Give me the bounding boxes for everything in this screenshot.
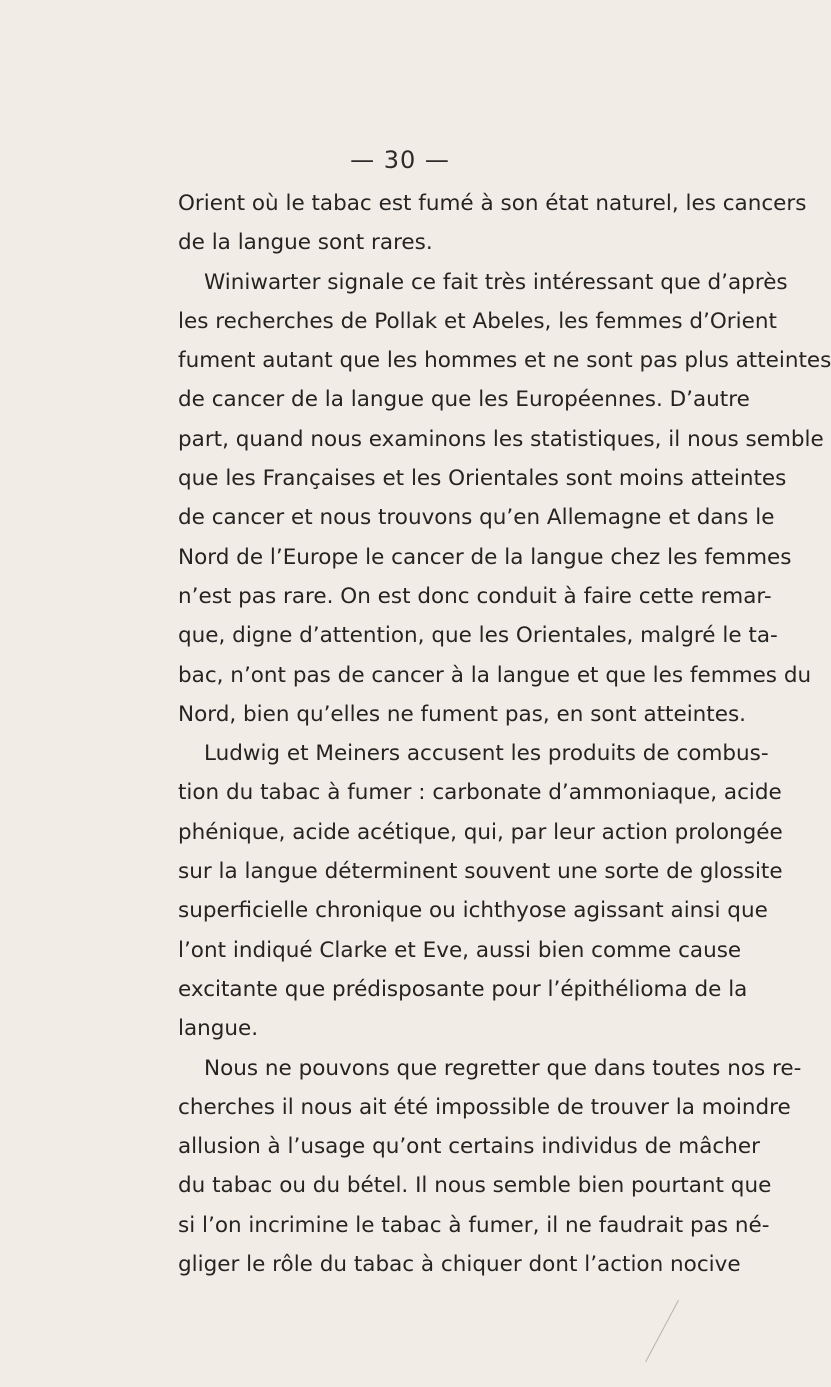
text-line: allusion à l’usage qu’ont certains individus de mâcher <box>178 1134 760 1160</box>
text-line: les recherches de Pollak et Abeles, les femmes d’Orient <box>178 308 777 334</box>
text-line: cherches il nous ait été impossible de trouver la moindre <box>178 1094 791 1120</box>
page-number: — 30 — <box>350 146 450 174</box>
text-line: que les Françaises et les Orientales sont moins atteintes <box>178 466 787 492</box>
text-line: bac, n’ont pas de cancer à la langue et que les femmes du <box>178 662 812 688</box>
text-line: Nous ne pouvons que regretter que dans toutes nos re- <box>204 1055 802 1081</box>
text-line: de cancer et nous trouvons qu’en Allemagne et dans le <box>178 505 775 531</box>
text-line: gliger le rôle du tabac à chiquer dont l’action nocive <box>178 1252 741 1278</box>
text-line: de cancer de la langue que les Européennes. D’autre <box>178 387 750 413</box>
text-line: du tabac ou du bétel. Il nous semble bien pourtant que <box>178 1173 772 1199</box>
text-line: que, digne d’attention, que les Orientales, malgré le ta- <box>178 623 778 649</box>
text-line: Ludwig et Meiners accusent les produits de combus- <box>204 741 769 767</box>
text-line: l’ont indiqué Clarke et Eve, aussi bien comme cause <box>178 937 742 963</box>
pencil-mark <box>645 1300 679 1362</box>
text-line: Nord, bien qu’elles ne fument pas, en sont atteintes. <box>178 701 746 727</box>
text-line: si l’on incrimine le tabac à fumer, il ne faudrait pas né- <box>178 1212 770 1238</box>
text-line: Nord de l’Europe le cancer de la langue chez les femmes <box>178 544 792 570</box>
text-line: fument autant que les hommes et ne sont pas plus atteintes <box>178 348 831 374</box>
text-line: phénique, acide acétique, qui, par leur action prolongée <box>178 819 783 845</box>
text-line: Winiwarter signale ce fait très intéressant que d’après <box>204 269 788 295</box>
text-line: sur la langue déterminent souvent une sorte de glossite <box>178 859 783 885</box>
text-line: superficielle chronique ou ichthyose agissant ainsi que <box>178 898 768 924</box>
body-text <box>178 184 831 1284</box>
text-line: n’est pas rare. On est donc conduit à faire cette remar- <box>178 583 772 609</box>
text-line: tion du tabac à fumer : carbonate d’ammoniaque, acide <box>178 780 782 806</box>
text-line: de la langue sont rares. <box>178 230 433 256</box>
text-line: part, quand nous examinons les statistiques, il nous semble <box>178 426 824 452</box>
text-line: langue. <box>178 1016 259 1042</box>
text-line: Orient où le tabac est fumé à son état naturel, les cancers <box>178 191 807 216</box>
text-line: excitante que prédisposante pour l’épithélioma de la <box>178 976 748 1002</box>
